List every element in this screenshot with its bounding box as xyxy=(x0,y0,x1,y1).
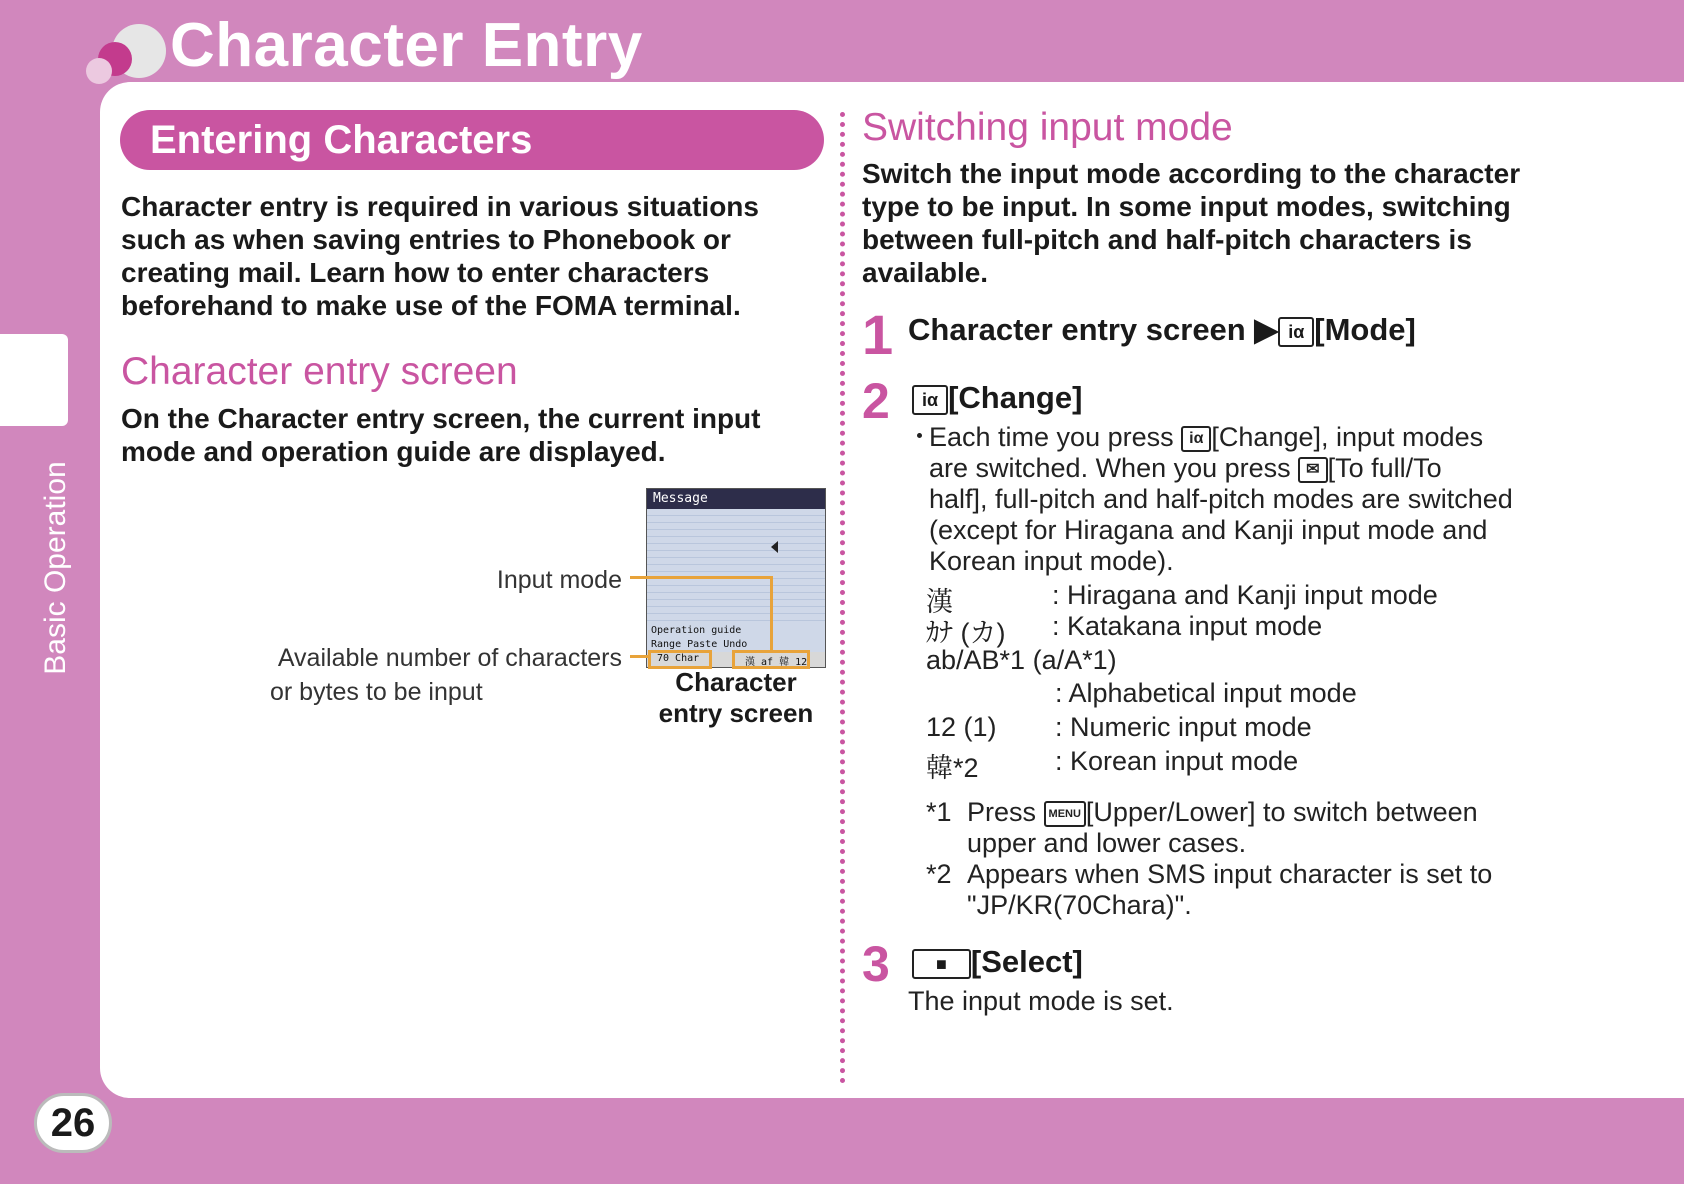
step3-text: The input mode is set. xyxy=(908,986,1174,1016)
callout-available-line2: or bytes to be input xyxy=(270,678,483,706)
i-alpha-key-icon: iα xyxy=(1181,426,1211,452)
mode-description: : Numeric input mode xyxy=(1055,712,1312,742)
step1-label: [Mode] xyxy=(1314,312,1416,347)
step2-bullet: ・ xyxy=(906,422,933,452)
note-mark: *1 xyxy=(926,797,952,827)
step-number: 3 xyxy=(862,936,890,992)
step3-title xyxy=(912,944,1083,980)
step-number: 1 xyxy=(862,303,894,366)
text-fragment: are switched. When you press xyxy=(929,453,1299,483)
step2-line2 xyxy=(929,453,1442,484)
screen-text-area xyxy=(647,509,825,621)
side-section-label: Basic Operation xyxy=(39,461,72,675)
section-heading: Character entry screen xyxy=(121,350,518,393)
note1-line2: upper and lower cases. xyxy=(967,828,1247,858)
step2-title xyxy=(912,380,1082,416)
callout-line xyxy=(770,576,773,652)
mode-description: : Alphabetical input mode xyxy=(1055,678,1357,708)
mode-description: : Katakana input mode xyxy=(1052,611,1323,641)
page-number: 26 xyxy=(34,1093,112,1153)
note1-line1 xyxy=(967,797,1478,828)
mode-symbol: 漢 xyxy=(926,587,953,617)
section-heading-switching: Switching input mode xyxy=(862,106,1233,149)
screen-char-count: 70 Char xyxy=(657,653,700,664)
section-text: On the Character entry screen, the current input mode and operation guide are displayed. xyxy=(121,403,761,467)
screen-title: Message xyxy=(647,489,825,509)
page-title: Character Entry xyxy=(170,11,643,80)
note-mark: *2 xyxy=(926,859,952,889)
mode-symbol: ｶﾅ (カ) xyxy=(926,618,1006,648)
step2-line1 xyxy=(929,422,1483,453)
side-tab xyxy=(0,334,68,426)
note2-line1: Appears when SMS input character is set to xyxy=(967,859,1493,889)
arrow-icon: ▶ xyxy=(1254,312,1279,347)
step-number: 2 xyxy=(862,373,890,429)
figure-caption xyxy=(652,667,820,729)
callout-line xyxy=(630,655,648,658)
column-divider xyxy=(840,112,845,1084)
caption-line2: entry screen xyxy=(658,698,814,728)
i-alpha-key-icon: iα xyxy=(912,385,948,415)
deco-dot xyxy=(86,58,112,84)
callout-line xyxy=(630,576,772,579)
step3-label: [Select] xyxy=(970,944,1083,979)
screen-mode-icons: 漢 af 韓 12 xyxy=(745,657,808,668)
cursor-icon xyxy=(771,541,778,553)
screen-guide-row: Range Paste Undo xyxy=(651,639,748,650)
screen-operation-guide: Operation guide xyxy=(651,625,742,636)
section-banner: Entering Characters xyxy=(120,110,824,170)
note2-line2: "JP/KR(70Chara)". xyxy=(967,890,1192,920)
step1-title xyxy=(908,312,1416,348)
step2-line4: (except for Hiragana and Kanji input mode and xyxy=(929,515,1488,545)
text-fragment: Press xyxy=(967,797,1044,827)
step2-label: [Change] xyxy=(948,380,1083,415)
step2-line5: Korean input mode). xyxy=(929,546,1174,576)
intro-paragraph: Character entry is required in various situations such as when saving entries to Phonebook or creating mail. Learn how to enter characters beforehand to make use of the FOMA terminal. xyxy=(121,191,759,321)
mode-symbol: 韓*2 xyxy=(926,753,979,783)
mail-key-icon: ✉ xyxy=(1298,457,1327,483)
caption-line1: Character xyxy=(675,667,797,697)
callout-available-line1: Available number of characters xyxy=(277,644,622,672)
mode-description: : Korean input mode xyxy=(1055,746,1299,776)
text-fragment: [Upper/Lower] to switch between xyxy=(1085,797,1478,827)
switching-intro: Switch the input mode according to the character type to be input. In some input modes, switching between full-pitch and half-pitch characters is available. xyxy=(862,158,1521,288)
mode-symbol: 12 (1) xyxy=(926,712,997,742)
mode-description: : Hiragana and Kanji input mode xyxy=(1052,580,1438,610)
mode-symbol: ab/AB*1 (a/A*1) xyxy=(926,645,1117,675)
text-fragment: [To full/To xyxy=(1327,453,1442,483)
menu-key-icon: MENU xyxy=(1044,801,1086,827)
center-key-icon: ■ xyxy=(912,949,971,979)
step1-text: Character entry screen xyxy=(908,312,1246,347)
text-fragment: [Change], input modes xyxy=(1211,422,1484,452)
i-alpha-key-icon: iα xyxy=(1278,317,1314,347)
step2-line3: half], full-pitch and half-pitch modes are switched xyxy=(929,484,1513,514)
text-fragment: Each time you press xyxy=(929,422,1182,452)
callout-input-mode: Input mode xyxy=(496,566,622,594)
